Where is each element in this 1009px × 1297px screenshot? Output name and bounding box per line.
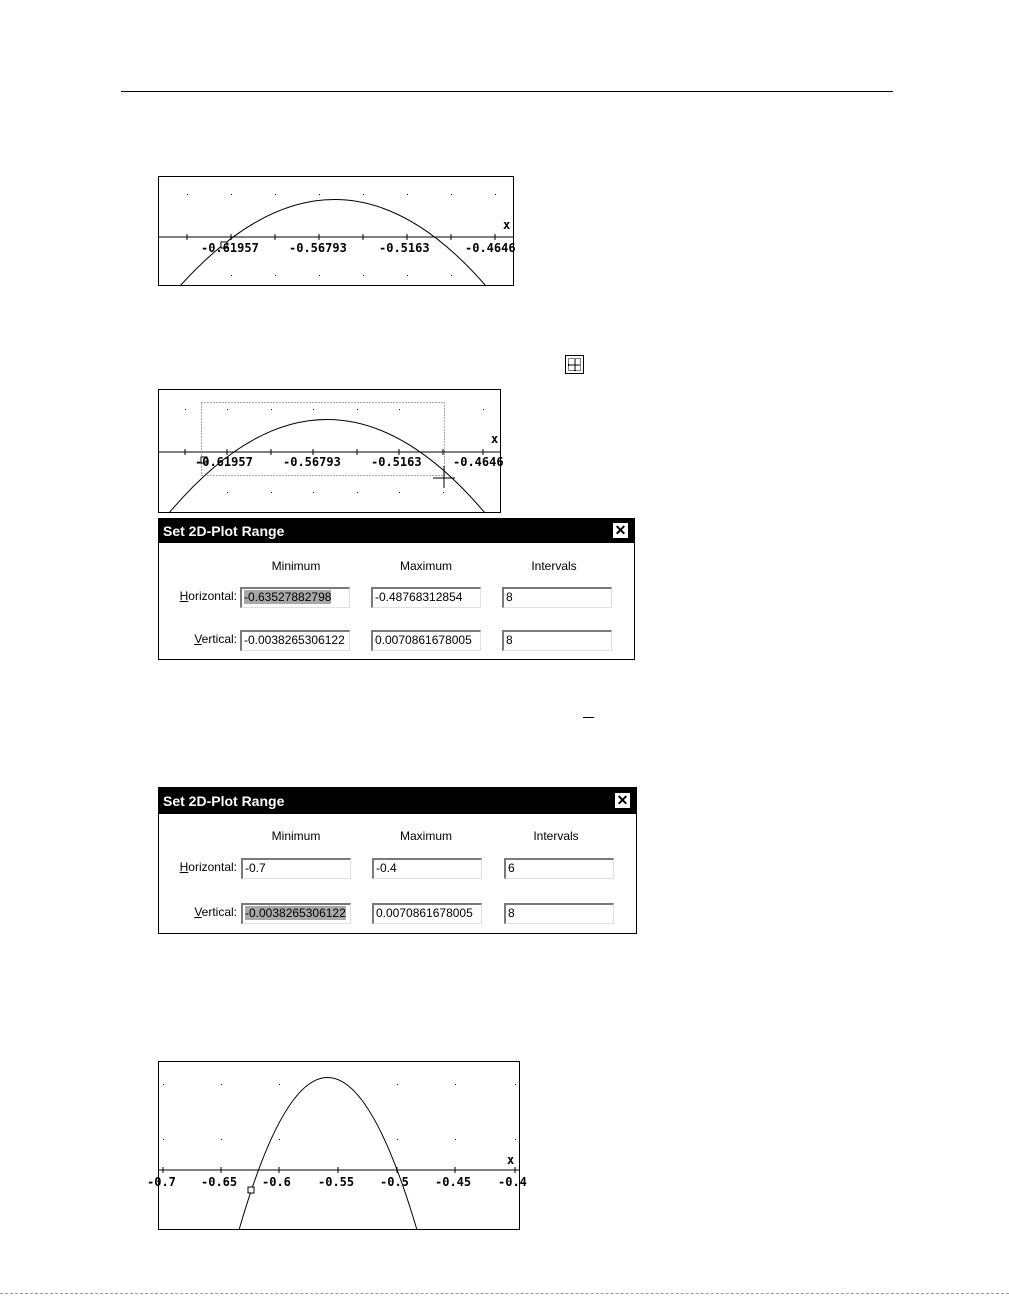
axis-name-x: x	[507, 1153, 515, 1167]
x-tick-label: -0.61957	[201, 241, 259, 255]
plot-2-svg	[159, 390, 504, 512]
x-tick-label: -0.7	[147, 1175, 176, 1189]
row-label-horizontal: Horizontal:	[179, 860, 237, 874]
grid-dots	[185, 409, 484, 493]
x-tick-label: -0.5163	[379, 241, 430, 255]
column-header-intervals: Intervals	[531, 559, 577, 573]
zoom-box-icon	[565, 355, 584, 374]
dialog-body	[159, 543, 634, 659]
dialog-titlebar[interactable]	[159, 519, 634, 543]
curve	[239, 1078, 417, 1231]
dialog-body	[159, 814, 636, 933]
dialog-titlebar[interactable]	[159, 788, 636, 814]
x-tick-label: -0.56793	[289, 241, 347, 255]
column-header-minimum: Minimum	[271, 559, 321, 573]
header-rule	[121, 91, 893, 92]
grid-dots	[163, 1084, 516, 1140]
horizontal-max-field[interactable]: -0.48768312854	[371, 587, 481, 608]
horizontal-intervals-field[interactable]: 8	[502, 587, 612, 608]
x-tick-label: -0.4646	[465, 241, 516, 255]
crosshair-cursor	[433, 466, 455, 488]
column-header-intervals: Intervals	[533, 829, 579, 843]
set-2d-plot-range-dialog	[158, 518, 635, 660]
x-tick-label: -0.45	[435, 1175, 472, 1189]
trace-marker[interactable]	[248, 1187, 254, 1193]
close-icon[interactable]: ✕	[614, 792, 631, 809]
column-header-minimum: Minimum	[271, 829, 321, 843]
vertical-max-field[interactable]: 0.0070861678005	[371, 630, 481, 651]
x-tick-label: -0.4	[498, 1175, 527, 1189]
plot-3-svg	[147, 1062, 527, 1229]
x-tick-label: -0.6	[262, 1175, 291, 1189]
close-icon[interactable]: ✕	[612, 522, 629, 539]
axis-name-x: x	[491, 432, 499, 446]
x-tick-label: -0.65	[201, 1175, 238, 1189]
x-tick-label: -0.56793	[283, 455, 341, 469]
x-tick-label: -0.5163	[371, 455, 422, 469]
overline-mark	[583, 717, 594, 718]
x-tick-label: -0.4646	[453, 455, 504, 469]
x-tick-label: -0.5	[380, 1175, 409, 1189]
vertical-min-field[interactable]: -0.0038265306122	[240, 630, 350, 651]
row-label-horizontal: Horizontal:	[179, 589, 237, 603]
horizontal-intervals-field[interactable]: 6	[504, 858, 614, 879]
x-tick-label: -0.61957	[195, 455, 253, 469]
vertical-min-field[interactable]: -0.0038265306122	[241, 903, 351, 924]
column-header-maximum: Maximum	[399, 829, 452, 843]
plot-2[interactable]	[158, 389, 504, 513]
horizontal-min-field[interactable]: -0.63527882798	[240, 587, 350, 608]
footer-rule	[0, 1293, 1009, 1294]
vertical-intervals-field[interactable]: 8	[504, 903, 614, 924]
row-label-vertical: Vertical:	[194, 632, 237, 646]
plot-1[interactable]	[158, 176, 514, 286]
dialog-title: Set 2D-Plot Range	[163, 793, 285, 809]
horizontal-max-field[interactable]: -0.4	[372, 858, 482, 879]
vertical-intervals-field[interactable]: 8	[502, 630, 612, 651]
plot-1-svg	[159, 177, 516, 285]
dialog-title: Set 2D-Plot Range	[163, 523, 285, 539]
set-2d-plot-range-dialog	[158, 787, 637, 934]
grid-dots	[187, 194, 496, 276]
axis-name-x: x	[503, 218, 511, 232]
horizontal-min-field[interactable]: -0.7	[241, 858, 351, 879]
row-label-vertical: Vertical:	[194, 905, 237, 919]
vertical-max-field[interactable]: 0.0070861678005	[372, 903, 482, 924]
x-tick-label: -0.55	[318, 1175, 355, 1189]
column-header-maximum: Maximum	[399, 559, 452, 573]
plot-3[interactable]	[147, 1061, 527, 1230]
